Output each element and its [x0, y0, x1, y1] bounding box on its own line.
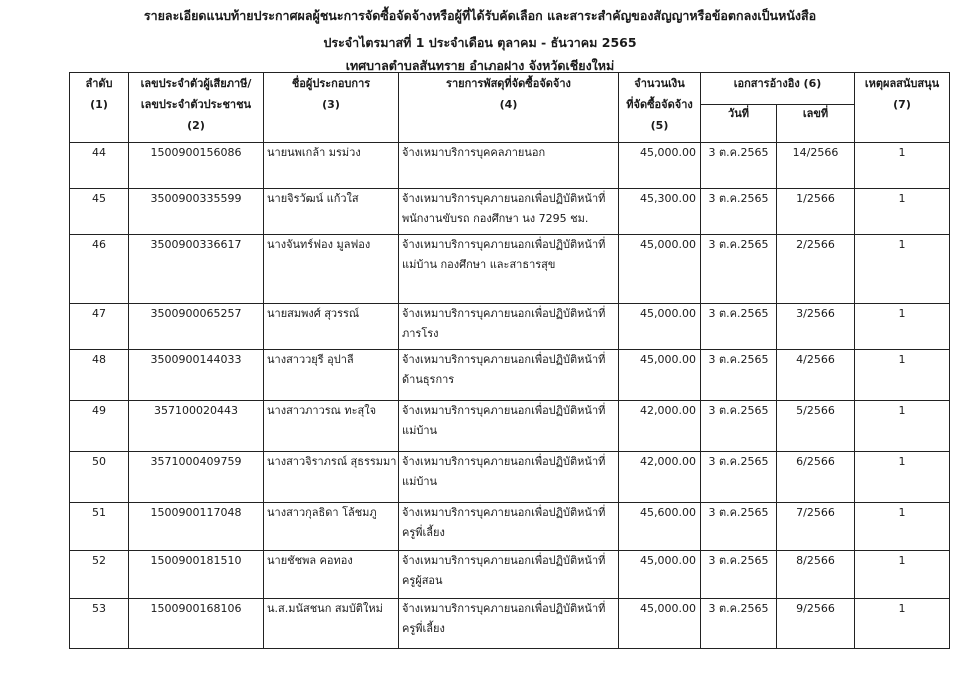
table-row	[70, 143, 950, 189]
header-ref-number: เลขที่	[777, 105, 855, 143]
row-ref-date: 3 ต.ค.2565	[701, 503, 777, 551]
header-description: รายการพัสดุที่จัดซื้อจัดจ้าง (4)	[399, 73, 619, 143]
row-amount: 45,000.00	[619, 551, 701, 599]
row-description: จ้างเหมาบริการบุคภายนอกเพื่อปฏิบัติหน้าที่ ครูพี่เลี้ยง	[399, 503, 619, 551]
row-reason: 1	[855, 143, 950, 189]
document-subtitle-quarter: ประจำไตรมาสที่ 1 ประจำเดือน ตุลาคม - ธันวาคม 2565	[323, 35, 637, 50]
row-ref-date: 3 ต.ค.2565	[701, 304, 777, 350]
row-ref-number: 6/2566	[777, 452, 855, 503]
row-order: 46	[70, 235, 129, 304]
table-row	[70, 551, 950, 599]
row-ref-number: 14/2566	[777, 143, 855, 189]
row-ref-date: 3 ต.ค.2565	[701, 235, 777, 304]
row-amount: 45,000.00	[619, 235, 701, 304]
row-description: จ้างเหมาบริการบุคภายนอกเพื่อปฏิบัติหน้าที่ ครูพี่เลี้ยง	[399, 599, 619, 649]
row-ref-date: 3 ต.ค.2565	[701, 401, 777, 452]
table-row	[70, 452, 950, 503]
row-vendor: นางจันทร์ฟอง มูลฟอง	[264, 235, 399, 304]
row-reason: 1	[855, 235, 950, 304]
row-tax-id: 1500900181510	[129, 551, 264, 599]
row-order: 52	[70, 551, 129, 599]
table-row	[70, 235, 950, 304]
header-amount: จำนวนเงิน ที่จัดซื้อจัดจ้าง (5)	[619, 73, 701, 143]
table-row	[70, 189, 950, 235]
row-ref-date: 3 ต.ค.2565	[701, 599, 777, 649]
row-order: 49	[70, 401, 129, 452]
row-ref-number: 8/2566	[777, 551, 855, 599]
header-order: ลำดับ (1)	[70, 73, 129, 143]
row-ref-number: 5/2566	[777, 401, 855, 452]
row-ref-number: 1/2566	[777, 189, 855, 235]
row-vendor: นางสาววยุรี อุปาลี	[264, 350, 399, 401]
table-row	[70, 350, 950, 401]
row-ref-number: 4/2566	[777, 350, 855, 401]
row-description: จ้างเหมาบริการบุคภายนอกเพื่อปฏิบัติหน้าที่ แม่บ้าน กองศึกษา และสาธารสุข	[399, 235, 619, 304]
row-description: จ้างเหมาบริการบุคภายนอกเพื่อปฏิบัติหน้าที่ ภารโรง	[399, 304, 619, 350]
row-tax-id: 3571000409759	[129, 452, 264, 503]
header-vendor: ชื่อผู้ประกอบการ (3)	[264, 73, 399, 143]
row-ref-date: 3 ต.ค.2565	[701, 350, 777, 401]
row-ref-date: 3 ต.ค.2565	[701, 551, 777, 599]
row-reason: 1	[855, 551, 950, 599]
row-description: จ้างเหมาบริการบุคภายนอกเพื่อปฏิบัติหน้าที่ ครูผู้สอน	[399, 551, 619, 599]
row-vendor: นางสาวกุลธิดา โล้ชมภู	[264, 503, 399, 551]
row-tax-id: 3500900335599	[129, 189, 264, 235]
row-tax-id: 3500900144033	[129, 350, 264, 401]
row-amount: 42,000.00	[619, 401, 701, 452]
row-amount: 42,000.00	[619, 452, 701, 503]
header-reason: เหตุผลสนับสนุน (7)	[855, 73, 950, 143]
row-tax-id: 1500900168106	[129, 599, 264, 649]
row-description: จ้างเหมาบริการบุคคลภายนอก	[399, 143, 619, 189]
row-ref-number: 2/2566	[777, 235, 855, 304]
row-reason: 1	[855, 503, 950, 551]
row-order: 47	[70, 304, 129, 350]
row-order: 53	[70, 599, 129, 649]
header-ref-date: วันที่	[701, 105, 777, 143]
row-reason: 1	[855, 304, 950, 350]
row-vendor: นายสมพงศ์ สุวรรณ์	[264, 304, 399, 350]
row-ref-date: 3 ต.ค.2565	[701, 143, 777, 189]
row-ref-number: 9/2566	[777, 599, 855, 649]
row-order: 50	[70, 452, 129, 503]
row-reason: 1	[855, 401, 950, 452]
row-description: จ้างเหมาบริการบุคภายนอกเพื่อปฏิบัติหน้าที่ แม่บ้าน	[399, 401, 619, 452]
row-amount: 45,600.00	[619, 503, 701, 551]
row-amount: 45,000.00	[619, 143, 701, 189]
table-row	[70, 503, 950, 551]
row-amount: 45,000.00	[619, 350, 701, 401]
row-tax-id: 3500900336617	[129, 235, 264, 304]
row-amount: 45,000.00	[619, 304, 701, 350]
row-vendor: นางสาวภาวรณ ทะสุใจ	[264, 401, 399, 452]
procurement-table	[69, 72, 950, 649]
row-reason: 1	[855, 350, 950, 401]
document-title: รายละเอียดแนบท้ายประกาศผลผู้ชนะการจัดซื้อจัดจ้างหรือผู้ที่ได้รับคัดเลือก และสาระสำคัญของสัญญาหรือข้อตกลงเป็นหนังสือ	[143, 8, 817, 23]
row-vendor: นายนพเกล้า มรม่วง	[264, 143, 399, 189]
row-order: 51	[70, 503, 129, 551]
row-reason: 1	[855, 599, 950, 649]
document-subtitle-agency: เทศบาลตำบลสันทราย อำเภอฝาง จังหวัดเชียงใหม่	[345, 58, 615, 73]
row-vendor: นางสาวจิราภรณ์ สุธรรมมา	[264, 452, 399, 503]
row-ref-date: 3 ต.ค.2565	[701, 452, 777, 503]
table-row	[70, 599, 950, 649]
row-reason: 1	[855, 452, 950, 503]
row-tax-id: 1500900117048	[129, 503, 264, 551]
row-ref-date: 3 ต.ค.2565	[701, 189, 777, 235]
row-description: จ้างเหมาบริการบุคภายนอกเพื่อปฏิบัติหน้าที่ ด้านธุรการ	[399, 350, 619, 401]
row-reason: 1	[855, 189, 950, 235]
row-tax-id: 357100020443	[129, 401, 264, 452]
row-order: 45	[70, 189, 129, 235]
row-tax-id: 3500900065257	[129, 304, 264, 350]
row-vendor: น.ส.มนัสชนก สมบัติใหม่	[264, 599, 399, 649]
row-ref-number: 7/2566	[777, 503, 855, 551]
row-order: 44	[70, 143, 129, 189]
row-vendor: นายชัชพล คอทอง	[264, 551, 399, 599]
row-amount: 45,000.00	[619, 599, 701, 649]
row-amount: 45,300.00	[619, 189, 701, 235]
row-vendor: นายจิรวัฒน์ แก้วใส	[264, 189, 399, 235]
row-description: จ้างเหมาบริการบุคภายนอกเพื่อปฏิบัติหน้าที่ พนักงานขับรถ กองศึกษา นง 7295 ชม.	[399, 189, 619, 235]
row-tax-id: 1500900156086	[129, 143, 264, 189]
row-ref-number: 3/2566	[777, 304, 855, 350]
table-row	[70, 401, 950, 452]
header-tax-id: เลขประจำตัวผู้เสียภาษี/ เลขประจำตัวประชาชน (2)	[129, 73, 264, 143]
row-order: 48	[70, 350, 129, 401]
table-row	[70, 304, 950, 350]
row-description: จ้างเหมาบริการบุคภายนอกเพื่อปฏิบัติหน้าที่ แม่บ้าน	[399, 452, 619, 503]
header-reference-docs: เอกสารอ้างอิง (6)	[701, 73, 855, 105]
